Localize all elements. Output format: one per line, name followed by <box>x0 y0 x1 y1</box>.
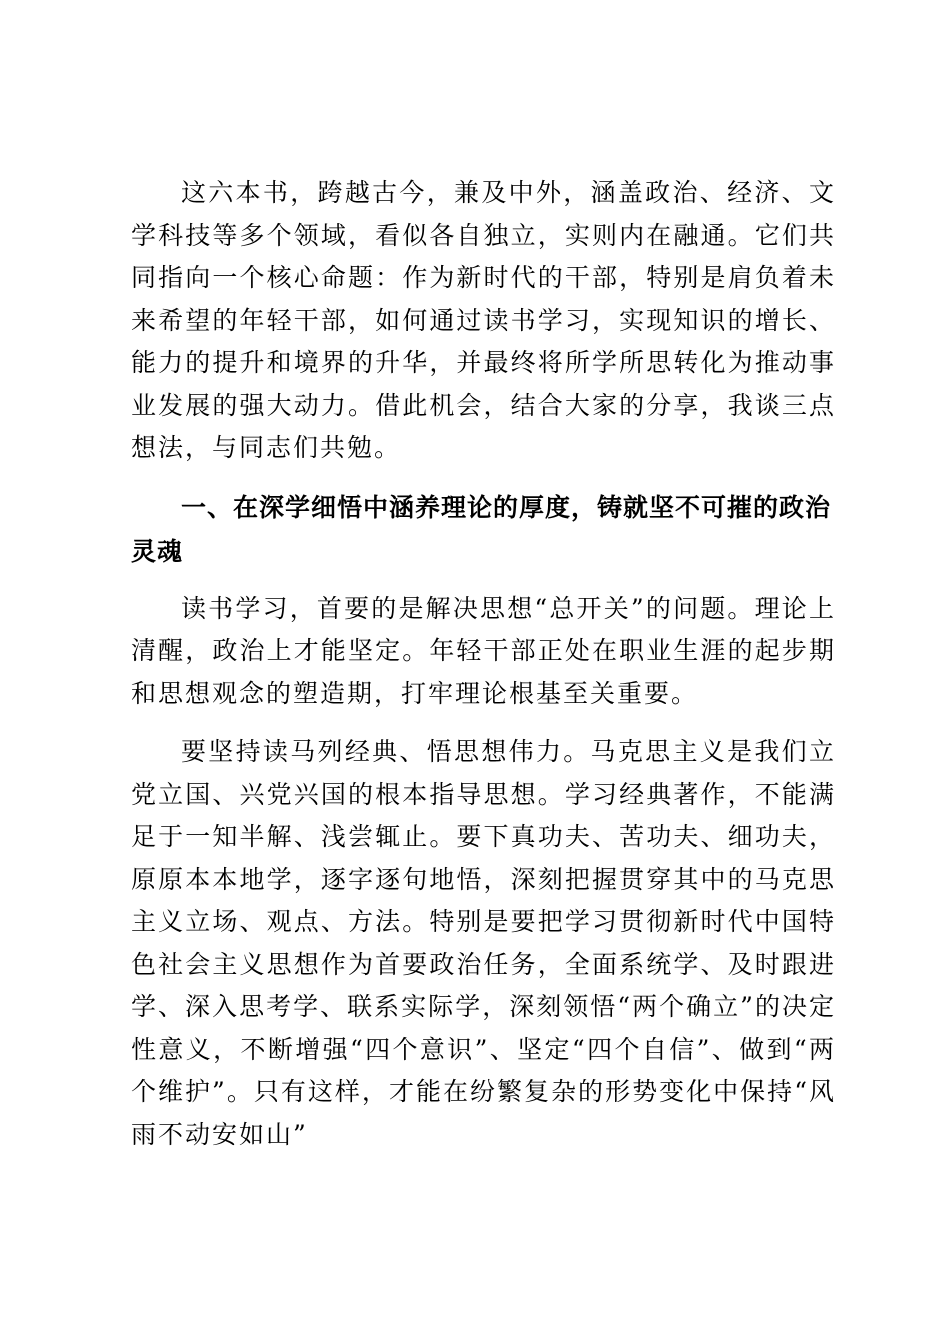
body-paragraph: 要坚持读马列经典、悟思想伟力。马克思主义是我们立党立国、兴党兴国的根本指导思想。学习经典著作，不能满足于一知半解、浅尝辄止。要下真功夫、苦功夫、细功夫，原原本本地学，逐字逐句地悟，深刻把握贯穿其中的马克思主义立场、观点、方法。特别是要把学习贯彻新时代中国特色社会主义思想作为首要政治任务，全面系统学、及时跟进学、深入思考学、联系实际学，深刻领悟“两个确立”的决定性意义，不断增强“四个意识”、坚定“四个自信”、做到“两个维护”。只有这样，才能在纷繁复杂的形势变化中保持“风雨不动安如山” <box>131 737 836 1149</box>
body-paragraph: 读书学习，首要的是解决思想“总开关”的问题。理论上清醒，政治上才能坚定。年轻干部正处在职业生涯的起步期和思想观念的塑造期，打牢理论根基至关重要。 <box>131 593 836 708</box>
document-body <box>131 172 836 1156</box>
section-heading: 一、在深学细悟中涵养理论的厚度，铸就坚不可摧的政治灵魂 <box>131 492 832 566</box>
intro-paragraph: 这六本书，跨越古今，兼及中外，涵盖政治、经济、文学科技等多个领域，看似各自独立，实则内在融通。它们共同指向一个核心命题：作为新时代的干部，特别是肩负着未来希望的年轻干部，如何通过读书学习，实现知识的增长、能力的提升和境界的升华，并最终将所学所思转化为推动事业发展的强大动力。借此机会，结合大家的分享，我谈三点想法，与同志们共勉。 <box>131 178 836 462</box>
